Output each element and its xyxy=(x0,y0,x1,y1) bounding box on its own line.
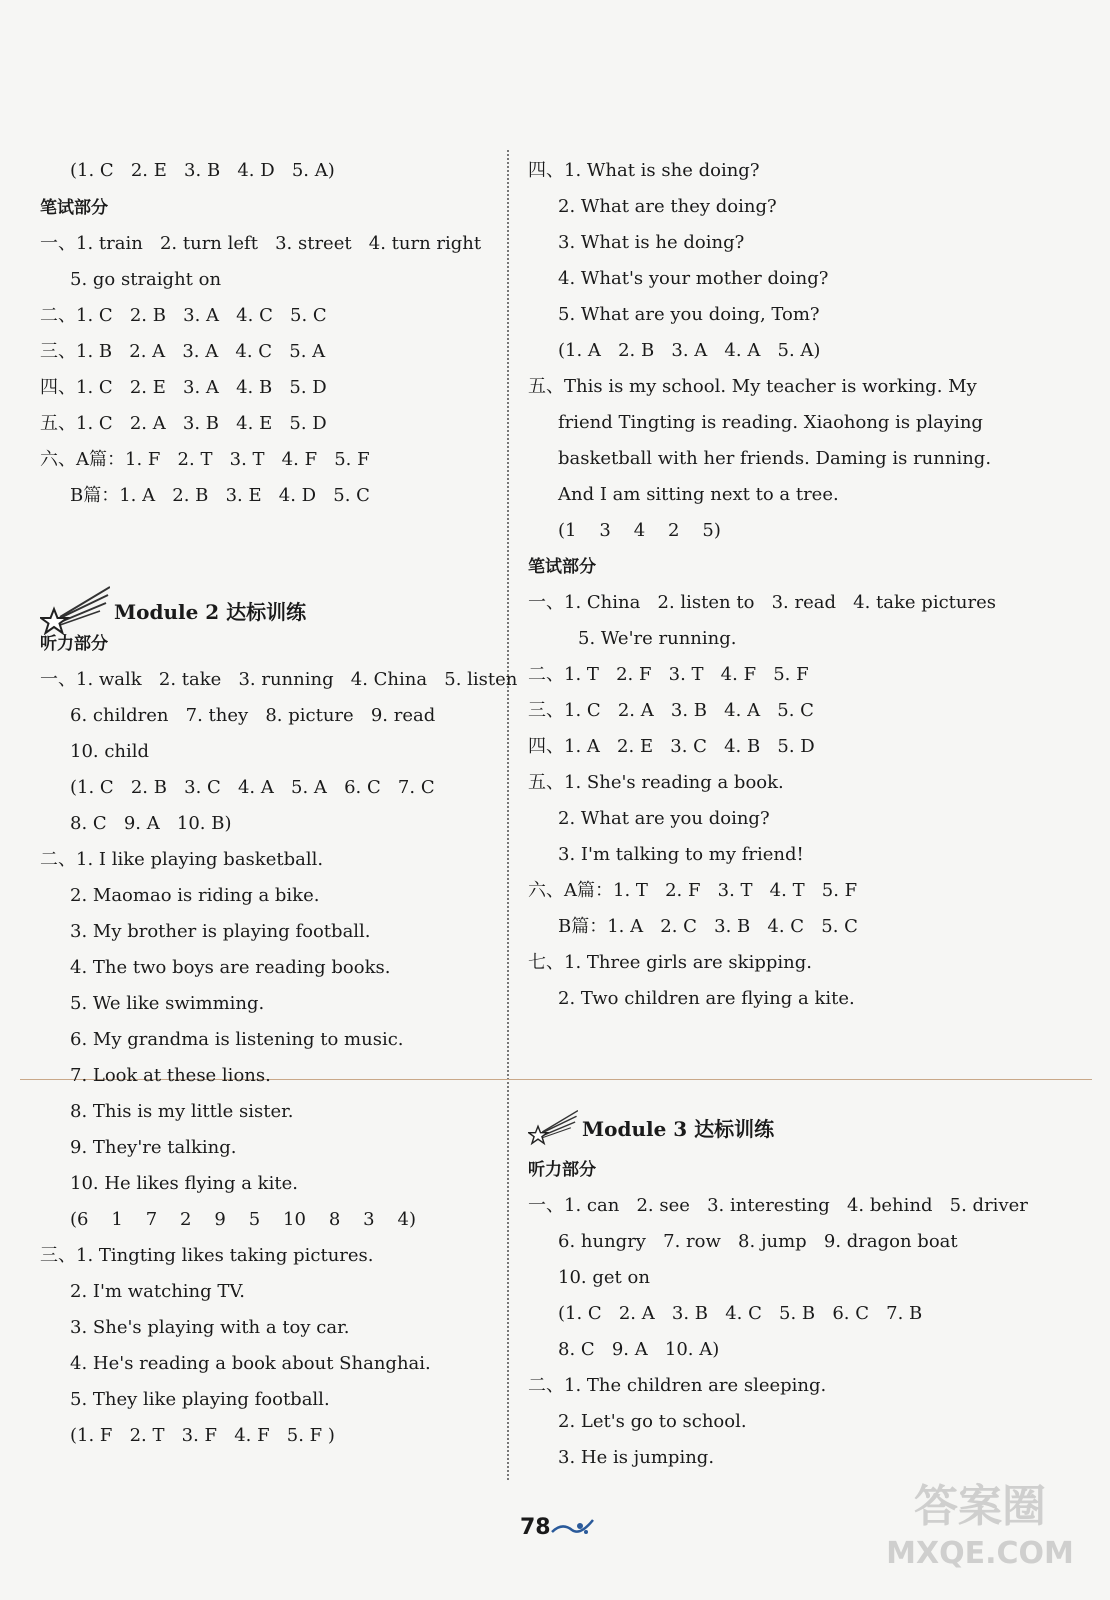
answer-line: 2. Two children are flying a kite. xyxy=(558,988,855,1009)
answer-line: 四、1. A 2. E 3. C 4. B 5. D xyxy=(528,736,815,757)
shooting-star-icon xyxy=(40,585,110,635)
answer-line: 一、1. China 2. listen to 3. read 4. take pictures xyxy=(528,592,996,613)
answer-line: 7. Look at these lions. xyxy=(70,1065,271,1086)
answer-line: friend Tingting is reading. Xiaohong is playing xyxy=(558,412,983,433)
column-divider xyxy=(507,150,509,1480)
answer-line: 2. What are they doing? xyxy=(558,196,777,217)
answer-line: basketball with her friends. Daming is running. xyxy=(558,448,992,469)
answer-line: 3. What is he doing? xyxy=(558,232,745,253)
answer-line: (6 1 7 2 9 5 10 8 3 4) xyxy=(70,1209,416,1230)
answer-line: 10. child xyxy=(70,741,150,762)
answer-line: 3. I'm talking to my friend! xyxy=(558,844,804,865)
answer-line: 5. We like swimming. xyxy=(70,993,265,1014)
section-heading: 笔试部分 xyxy=(528,557,596,577)
page-ornament-icon xyxy=(550,1512,595,1542)
module-title: Module 2 达标训练 xyxy=(114,599,307,624)
answer-line: 4. He's reading a book about Shanghai. xyxy=(70,1353,431,1374)
answer-line: 五、1. C 2. A 3. B 4. E 5. D xyxy=(40,413,327,434)
answer-line: 2. Maomao is riding a bike. xyxy=(70,885,320,906)
answer-line: 6. children 7. they 8. picture 9. read xyxy=(70,705,436,726)
answer-line: 二、1. I like playing basketball. xyxy=(40,849,324,870)
answer-line: 3. My brother is playing football. xyxy=(70,921,371,942)
answer-line: 一、1. train 2. turn left 3. street 4. turn right xyxy=(40,233,482,254)
answer-line: 6. hungry 7. row 8. jump 9. dragon boat xyxy=(558,1231,958,1252)
answer-line: (1. C 2. B 3. C 4. A 5. A 6. C 7. C xyxy=(70,777,435,798)
watermark xyxy=(880,1480,1080,1590)
module-2-heading xyxy=(40,585,306,635)
answer-line: 8. C 9. A 10. B) xyxy=(70,813,232,834)
answer-line: 8. This is my little sister. xyxy=(70,1101,294,1122)
answer-line: 10. get on xyxy=(558,1267,650,1288)
module-3-heading xyxy=(528,1102,774,1152)
answer-line: 5. go straight on xyxy=(70,269,222,290)
shooting-star-icon xyxy=(528,1102,578,1152)
answer-line: 三、1. B 2. A 3. A 4. C 5. A xyxy=(40,341,326,362)
section-heading: 笔试部分 xyxy=(40,198,108,218)
answer-line: 四、1. C 2. E 3. A 4. B 5. D xyxy=(40,377,327,398)
answer-line: 六、A篇：1. T 2. F 3. T 4. T 5. F xyxy=(528,880,858,901)
answer-line: And I am sitting next to a tree. xyxy=(558,484,839,505)
answer-line: 一、1. walk 2. take 3. running 4. China 5. listen xyxy=(40,669,518,690)
answer-line: 5. We're running. xyxy=(578,628,737,649)
section-heading: 听力部分 xyxy=(40,634,108,654)
answer-line: (1 3 4 2 5) xyxy=(558,520,721,541)
answer-line: 二、1. The children are sleeping. xyxy=(528,1375,827,1396)
answer-line: 三、1. C 2. A 3. B 4. A 5. C xyxy=(528,700,814,721)
answer-line: 二、1. C 2. B 3. A 4. C 5. C xyxy=(40,305,327,326)
answer-line: 9. They're talking. xyxy=(70,1137,237,1158)
answer-line: 五、1. She's reading a book. xyxy=(528,772,784,793)
answer-line: 8. C 9. A 10. A) xyxy=(558,1339,720,1360)
answer-line: 六、A篇：1. F 2. T 3. T 4. F 5. F xyxy=(40,449,370,470)
answer-line: 4. What's your mother doing? xyxy=(558,268,829,289)
answer-line: 4. The two boys are reading books. xyxy=(70,957,391,978)
answer-line: 6. My grandma is listening to music. xyxy=(70,1029,404,1050)
answer-line: 5. What are you doing, Tom? xyxy=(558,304,820,325)
answer-line: 3. She's playing with a toy car. xyxy=(70,1317,350,1338)
module-title: Module 3 达标训练 xyxy=(582,1116,775,1141)
answer-line: (1. F 2. T 3. F 4. F 5. F ) xyxy=(70,1425,335,1446)
answer-line: 10. He likes flying a kite. xyxy=(70,1173,298,1194)
answer-line: 一、1. can 2. see 3. interesting 4. behind 5. driver xyxy=(528,1195,1028,1216)
answer-line: 五、This is my school. My teacher is working. My xyxy=(528,376,977,397)
answer-line: (1. A 2. B 3. A 4. A 5. A) xyxy=(558,340,821,361)
answer-line: B篇：1. A 2. B 3. E 4. D 5. C xyxy=(70,485,370,506)
answer-line: 3. He is jumping. xyxy=(558,1447,715,1468)
answer-line: 三、1. Tingting likes taking pictures. xyxy=(40,1245,374,1266)
answer-line: (1. C 2. A 3. B 4. C 5. B 6. C 7. B xyxy=(558,1303,923,1324)
answer-line: 2. I'm watching TV. xyxy=(70,1281,245,1302)
answer-line: 四、1. What is she doing? xyxy=(528,160,760,181)
section-heading: 听力部分 xyxy=(528,1160,596,1180)
watermark-text: 答案圈 xyxy=(914,1481,1046,1532)
watermark-url: MXQE.COM xyxy=(886,1536,1074,1571)
answer-line: (1. C 2. E 3. B 4. D 5. A) xyxy=(70,160,335,181)
page-number: 78 xyxy=(520,1515,551,1540)
answer-line: 二、1. T 2. F 3. T 4. F 5. F xyxy=(528,664,809,685)
answer-line: B篇：1. A 2. C 3. B 4. C 5. C xyxy=(558,916,858,937)
answer-line: 2. Let's go to school. xyxy=(558,1411,747,1432)
answer-line: 2. What are you doing? xyxy=(558,808,770,829)
answer-line: 5. They like playing football. xyxy=(70,1389,330,1410)
answer-line: 七、1. Three girls are skipping. xyxy=(528,952,812,973)
